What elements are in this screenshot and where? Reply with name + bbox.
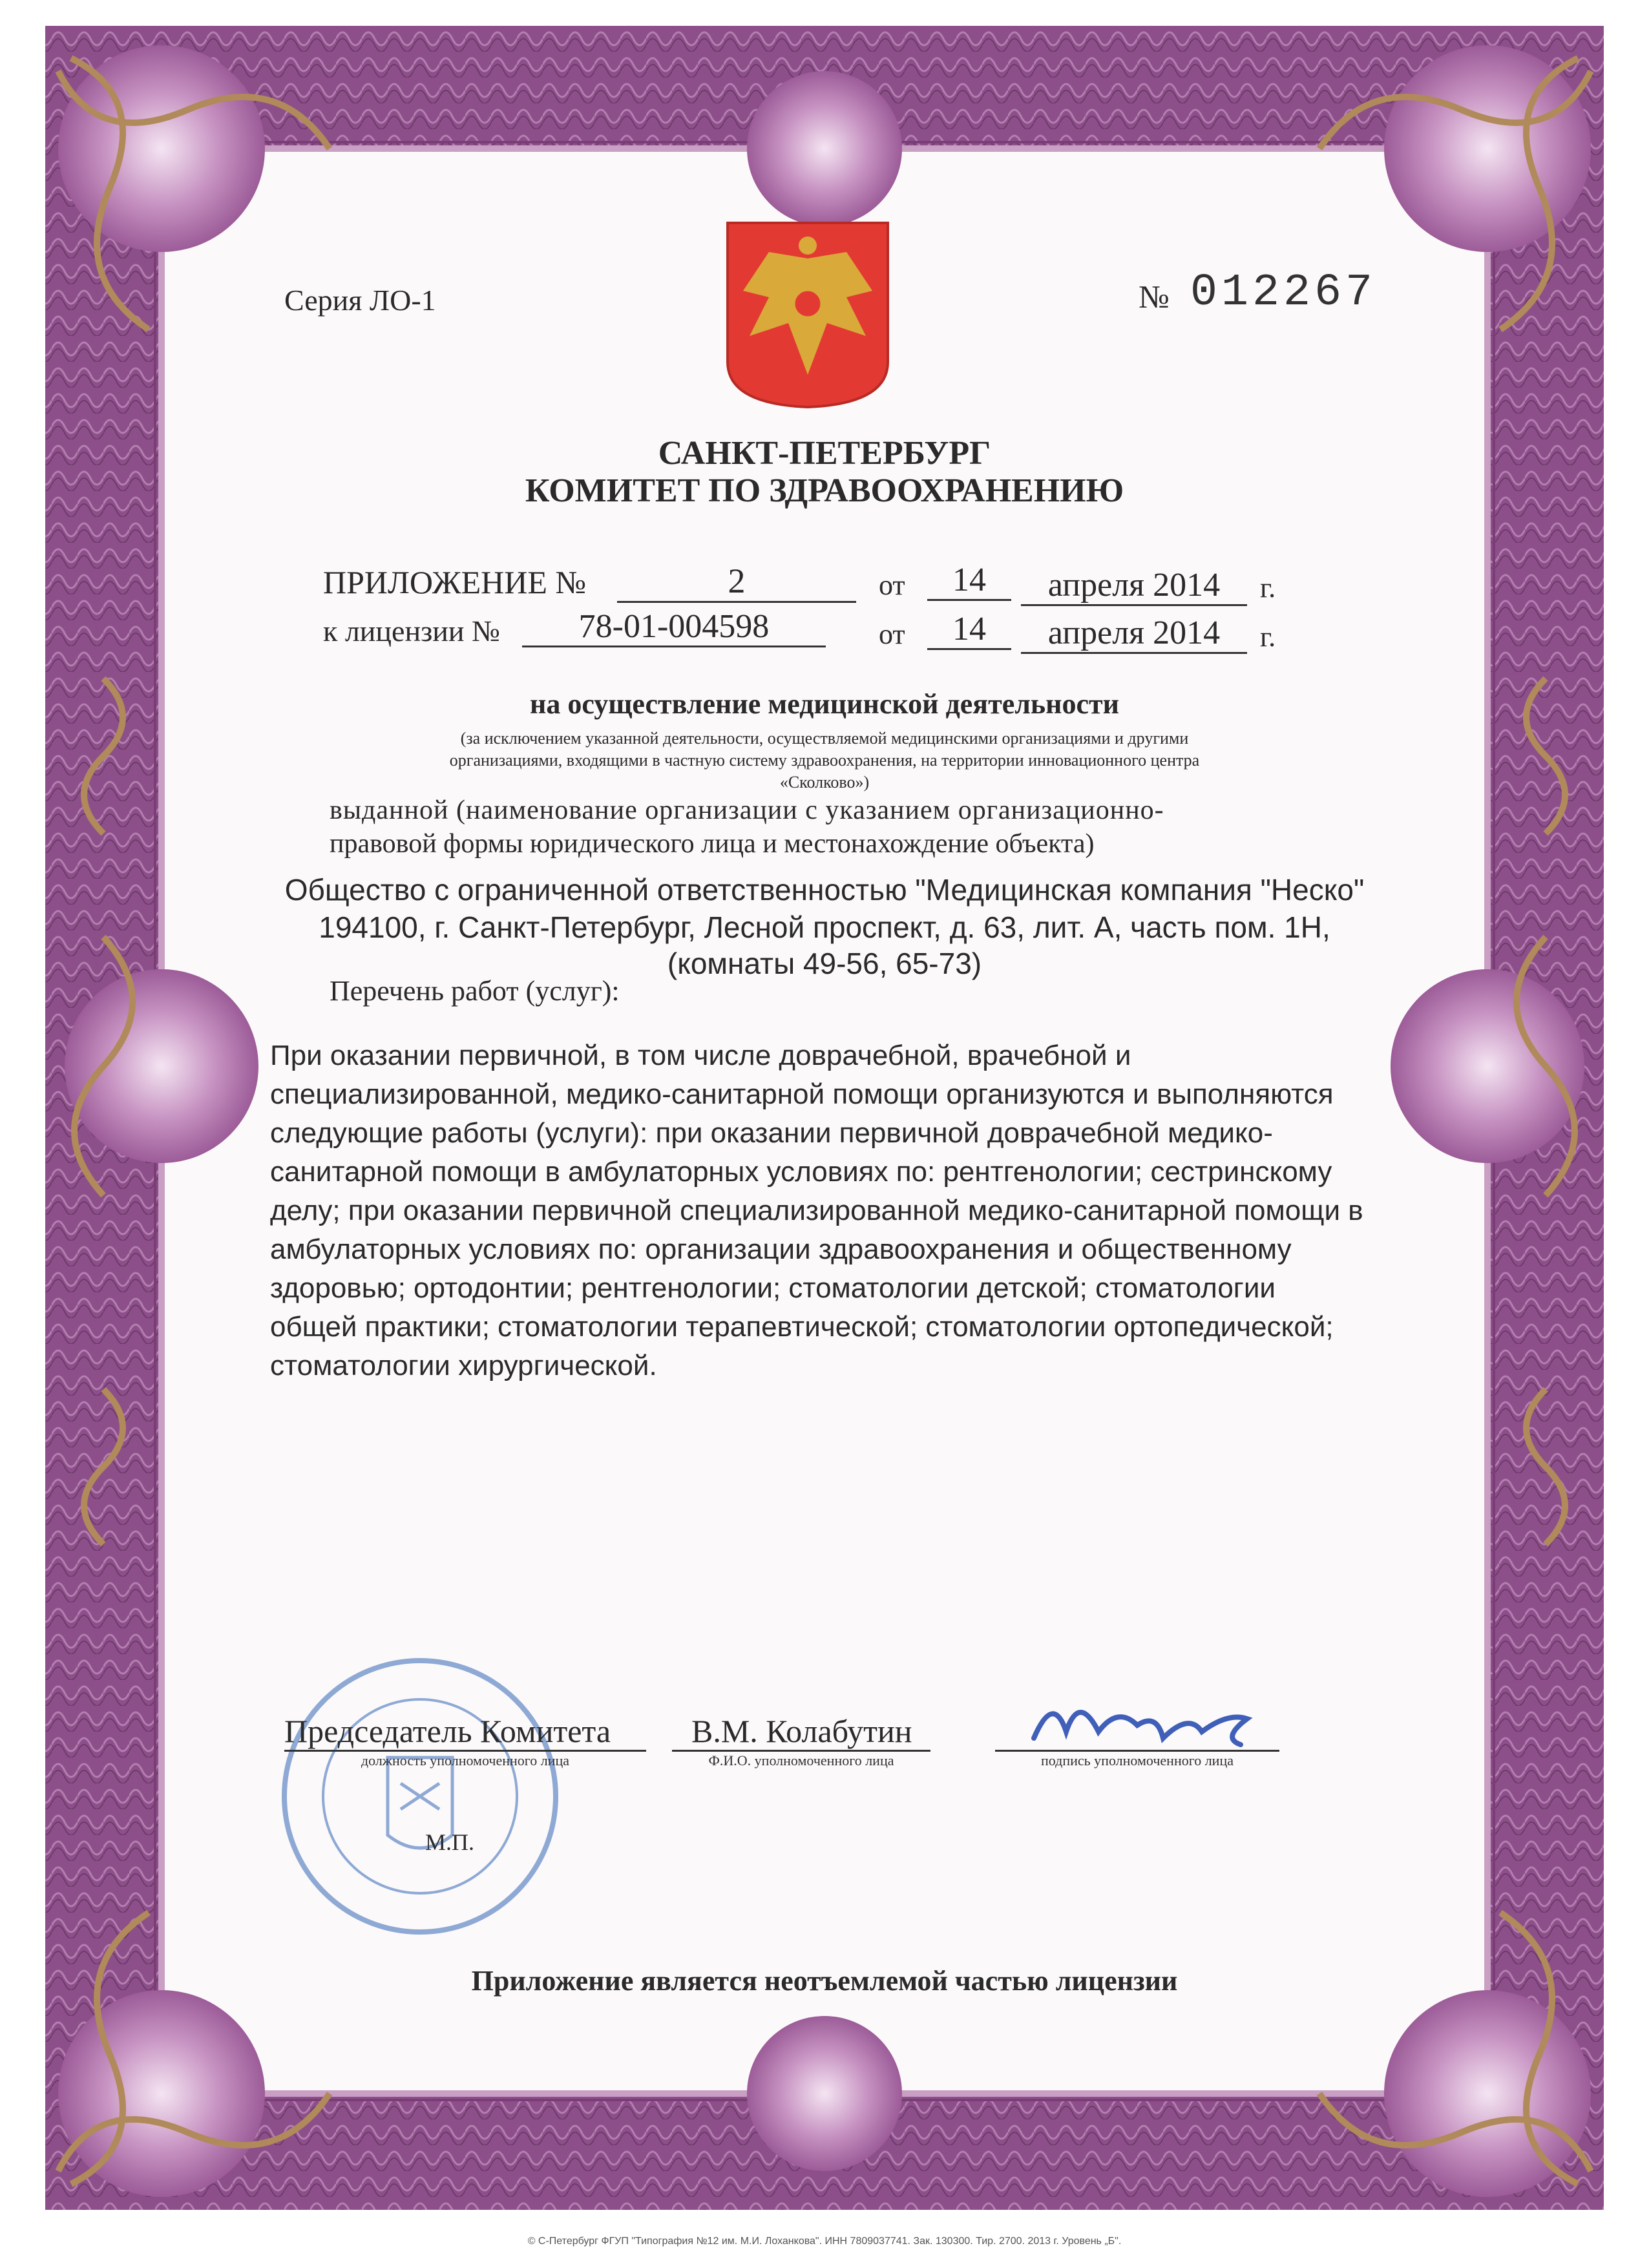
license-number: 78-01-004598 xyxy=(522,607,826,647)
signatory-name: В.М. Колабутин xyxy=(691,1713,912,1749)
name-caption: Ф.И.О. уполномоченного лица xyxy=(708,1752,894,1769)
services-line: амбулаторных условиях по: организации здравоохранения и общественному xyxy=(270,1234,1292,1265)
services-label: Перечень работ (услуг): xyxy=(330,975,620,1007)
appendix-month-year: апреля 2014 xyxy=(1021,566,1247,606)
appendix-day: 14 xyxy=(927,561,1011,601)
signature-caption: подпись уполномоченного лица xyxy=(1041,1752,1234,1769)
appendix-year-suffix: г. xyxy=(1260,572,1276,604)
authority-committee: КОМИТЕТ ПО ЗДРАВООХРАНЕНИЮ xyxy=(525,472,1124,509)
number-sign: № xyxy=(1139,278,1170,315)
authority-city: САНКТ-ПЕТЕРБУРГ xyxy=(658,435,991,472)
series-label: Серия ЛО-1 xyxy=(284,284,436,317)
position-caption: должность уполномоченного лица xyxy=(361,1752,570,1769)
license-from: от xyxy=(879,618,905,650)
purpose-note-line-3: «Сколково») xyxy=(779,773,870,792)
appendix-number: 2 xyxy=(617,561,856,603)
purpose-note-line-1: (за исключением указанной деятельности, осуществляемой медицинскими организациями и другими xyxy=(460,729,1189,748)
appendix-from: от xyxy=(879,569,905,601)
coat-of-arms-icon xyxy=(728,223,888,407)
license-day: 14 xyxy=(927,610,1011,650)
organization-address: 194100, г. Санкт-Петербург, Лесной проспект, д. 63, лит. А, часть пом. 1Н, xyxy=(319,910,1330,944)
services-line: следующие работы (услуги): при оказании первичной доврачебной медико- xyxy=(270,1117,1273,1149)
services-line: специализированной, медико-санитарной помощи организуются и выполняются xyxy=(270,1078,1334,1110)
services-line: общей практики; стоматологии терапевтической; стоматологии ортопедической; xyxy=(270,1311,1334,1343)
issued-line-1: выданной (наименование организации с указанием организационно- xyxy=(330,795,1164,825)
services-line: здоровью; ортодонтии; рентгенологии; стоматологии детской; стоматологии xyxy=(270,1272,1276,1304)
signatory-position: Председатель Комитета xyxy=(284,1713,611,1749)
organization-name: Общество с ограниченной ответственностью "Медицинская компания "Неско" xyxy=(284,873,1365,907)
services-line: При оказании первичной, в том числе доврачебной, врачебной и xyxy=(270,1040,1131,1071)
issued-line-2: правовой формы юридического лица и местонахождение объекта) xyxy=(330,829,1095,859)
purpose-note-line-2: организациями, входящими в частную систему здравоохранения, на территории инновационного центра xyxy=(449,751,1200,770)
printer-imprint: © С-Петербург ФГУП "Типография №12 им. М.И. Лоханкова". ИНН 7809037741. Зак. 130300. Тир. 2700. 2013 г. Уровень „Б". xyxy=(527,2236,1122,2247)
services-line: стоматологии хирургической. xyxy=(270,1350,657,1381)
services-line: делу; при оказании первичной специализированной медико-санитарной помощи в xyxy=(270,1195,1363,1226)
organization-rooms: (комнаты 49-56, 65-73) xyxy=(667,947,982,980)
purpose-title: на осуществление медицинской деятельности xyxy=(529,688,1120,720)
services-line: санитарной помощи в амбулаторных условиях по: рентгенологии; сестринскому xyxy=(270,1156,1332,1188)
document-number: 012267 xyxy=(1190,268,1377,319)
appendix-statement: Приложение является неотъемлемой частью лицензии xyxy=(471,1965,1178,1997)
license-label: к лицензии № xyxy=(323,614,500,647)
license-month-year: апреля 2014 xyxy=(1021,614,1247,654)
appendix-label: ПРИЛОЖЕНИЕ № xyxy=(323,564,587,600)
license-year-suffix: г. xyxy=(1260,621,1276,653)
seal-place: М.П. xyxy=(425,1829,475,1855)
services-list xyxy=(270,1036,1414,1385)
